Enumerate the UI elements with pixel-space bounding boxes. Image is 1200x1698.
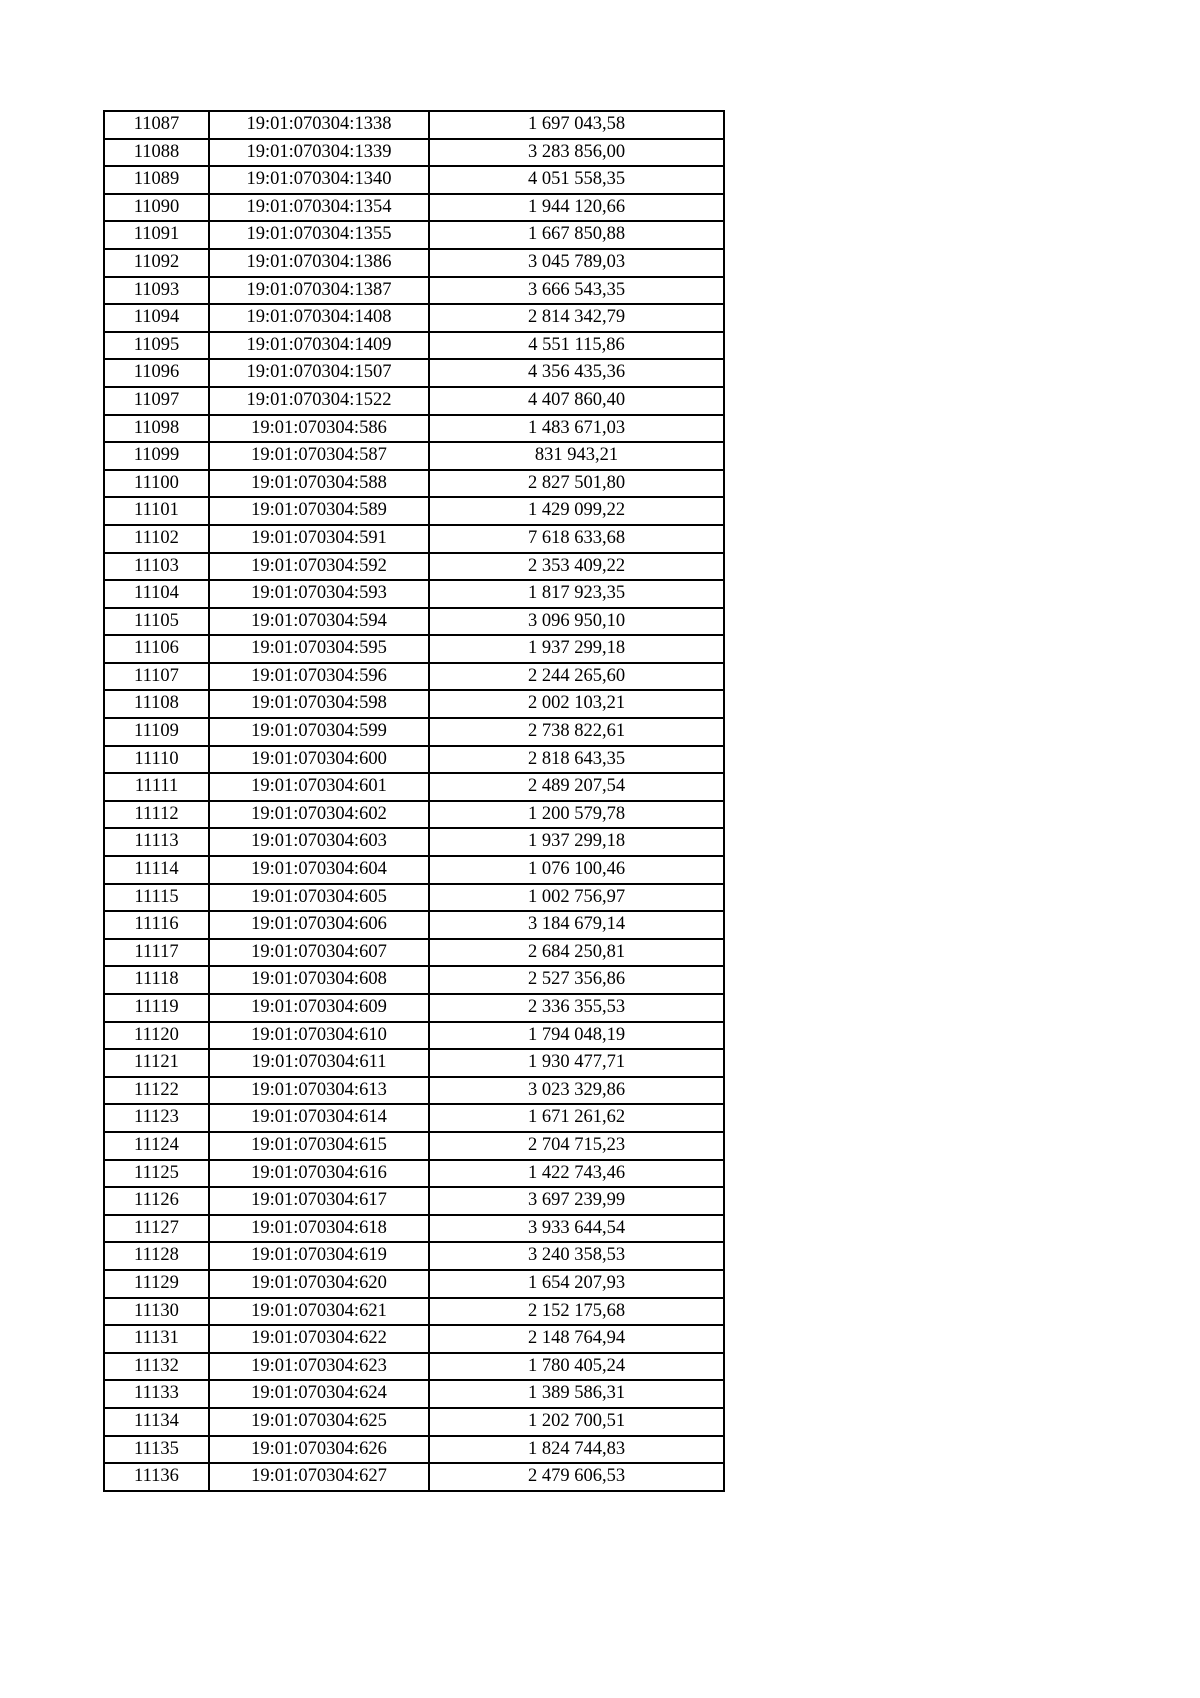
row-number-cell: 11094 — [104, 304, 209, 332]
cadastral-number-cell: 19:01:070304:596 — [209, 663, 429, 691]
table-row — [104, 828, 724, 856]
row-number-cell: 11115 — [104, 884, 209, 912]
row-number-cell: 11119 — [104, 994, 209, 1022]
table-row — [104, 194, 724, 222]
table-row — [104, 1408, 724, 1436]
cadastral-value-cell: 1 937 299,18 — [429, 635, 724, 663]
row-number-cell: 11114 — [104, 856, 209, 884]
table-row — [104, 1187, 724, 1215]
table-row — [104, 166, 724, 194]
cadastral-number-cell: 19:01:070304:1409 — [209, 332, 429, 360]
cadastral-number-cell: 19:01:070304:1338 — [209, 111, 429, 139]
cadastral-value-cell: 3 023 329,86 — [429, 1077, 724, 1105]
cadastral-value-cell: 1 422 743,46 — [429, 1160, 724, 1188]
row-number-cell: 11110 — [104, 746, 209, 774]
table-row — [104, 1270, 724, 1298]
cadastral-number-cell: 19:01:070304:593 — [209, 580, 429, 608]
cadastral-number-cell: 19:01:070304:624 — [209, 1380, 429, 1408]
cadastral-value-cell: 2 152 175,68 — [429, 1298, 724, 1326]
table-row — [104, 442, 724, 470]
table-row — [104, 1104, 724, 1132]
cadastral-value-cell: 3 045 789,03 — [429, 249, 724, 277]
table-row — [104, 470, 724, 498]
cadastral-value-table — [103, 110, 725, 1492]
cadastral-value-cell: 2 353 409,22 — [429, 553, 724, 581]
row-number-cell: 11113 — [104, 828, 209, 856]
row-number-cell: 11136 — [104, 1463, 209, 1491]
row-number-cell: 11128 — [104, 1242, 209, 1270]
table-body — [104, 111, 724, 1491]
table-row — [104, 608, 724, 636]
table-row — [104, 525, 724, 553]
cadastral-number-cell: 19:01:070304:588 — [209, 470, 429, 498]
cadastral-value-cell: 1 002 756,97 — [429, 884, 724, 912]
row-number-cell: 11098 — [104, 415, 209, 443]
row-number-cell: 11126 — [104, 1187, 209, 1215]
cadastral-value-cell: 2 244 265,60 — [429, 663, 724, 691]
table-row — [104, 690, 724, 718]
table-row — [104, 1132, 724, 1160]
row-number-cell: 11118 — [104, 966, 209, 994]
cadastral-number-cell: 19:01:070304:620 — [209, 1270, 429, 1298]
cadastral-value-cell: 3 096 950,10 — [429, 608, 724, 636]
row-number-cell: 11100 — [104, 470, 209, 498]
row-number-cell: 11135 — [104, 1436, 209, 1464]
row-number-cell: 11129 — [104, 1270, 209, 1298]
cadastral-number-cell: 19:01:070304:623 — [209, 1353, 429, 1381]
cadastral-number-cell: 19:01:070304:622 — [209, 1325, 429, 1353]
row-number-cell: 11127 — [104, 1215, 209, 1243]
row-number-cell: 11089 — [104, 166, 209, 194]
table-row — [104, 663, 724, 691]
cadastral-value-cell: 3 240 358,53 — [429, 1242, 724, 1270]
cadastral-value-cell: 2 527 356,86 — [429, 966, 724, 994]
table-row — [104, 332, 724, 360]
row-number-cell: 11134 — [104, 1408, 209, 1436]
row-number-cell: 11112 — [104, 801, 209, 829]
cadastral-number-cell: 19:01:070304:1387 — [209, 277, 429, 305]
row-number-cell: 11117 — [104, 939, 209, 967]
table-row — [104, 139, 724, 167]
row-number-cell: 11120 — [104, 1022, 209, 1050]
row-number-cell: 11121 — [104, 1049, 209, 1077]
table-row — [104, 221, 724, 249]
table-row — [104, 111, 724, 139]
cadastral-number-cell: 19:01:070304:608 — [209, 966, 429, 994]
cadastral-value-cell: 2 818 643,35 — [429, 746, 724, 774]
row-number-cell: 11105 — [104, 608, 209, 636]
cadastral-value-cell: 2 738 822,61 — [429, 718, 724, 746]
table-row — [104, 911, 724, 939]
cadastral-value-cell: 3 697 239,99 — [429, 1187, 724, 1215]
cadastral-value-cell: 1 824 744,83 — [429, 1436, 724, 1464]
table-row — [104, 1353, 724, 1381]
cadastral-value-cell: 2 704 715,23 — [429, 1132, 724, 1160]
cadastral-value-cell: 4 551 115,86 — [429, 332, 724, 360]
cadastral-number-cell: 19:01:070304:621 — [209, 1298, 429, 1326]
row-number-cell: 11124 — [104, 1132, 209, 1160]
cadastral-value-cell: 1 930 477,71 — [429, 1049, 724, 1077]
cadastral-value-cell: 1 654 207,93 — [429, 1270, 724, 1298]
table-row — [104, 994, 724, 1022]
row-number-cell: 11111 — [104, 773, 209, 801]
cadastral-value-cell: 3 666 543,35 — [429, 277, 724, 305]
cadastral-number-cell: 19:01:070304:595 — [209, 635, 429, 663]
table-row — [104, 1242, 724, 1270]
row-number-cell: 11088 — [104, 139, 209, 167]
row-number-cell: 11123 — [104, 1104, 209, 1132]
cadastral-value-cell: 2 479 606,53 — [429, 1463, 724, 1491]
table-row — [104, 773, 724, 801]
cadastral-value-cell: 1 817 923,35 — [429, 580, 724, 608]
row-number-cell: 11101 — [104, 497, 209, 525]
table-row — [104, 1325, 724, 1353]
cadastral-value-cell: 4 407 860,40 — [429, 387, 724, 415]
cadastral-number-cell: 19:01:070304:613 — [209, 1077, 429, 1105]
cadastral-number-cell: 19:01:070304:1386 — [209, 249, 429, 277]
cadastral-number-cell: 19:01:070304:1340 — [209, 166, 429, 194]
cadastral-number-cell: 19:01:070304:627 — [209, 1463, 429, 1491]
cadastral-value-cell: 1 667 850,88 — [429, 221, 724, 249]
cadastral-number-cell: 19:01:070304:589 — [209, 497, 429, 525]
table-row — [104, 1463, 724, 1491]
cadastral-number-cell: 19:01:070304:616 — [209, 1160, 429, 1188]
cadastral-number-cell: 19:01:070304:611 — [209, 1049, 429, 1077]
cadastral-number-cell: 19:01:070304:626 — [209, 1436, 429, 1464]
row-number-cell: 11091 — [104, 221, 209, 249]
row-number-cell: 11095 — [104, 332, 209, 360]
row-number-cell: 11103 — [104, 553, 209, 581]
cadastral-value-cell: 1 937 299,18 — [429, 828, 724, 856]
cadastral-value-cell: 3 933 644,54 — [429, 1215, 724, 1243]
table-row — [104, 939, 724, 967]
row-number-cell: 11133 — [104, 1380, 209, 1408]
cadastral-value-cell: 4 356 435,36 — [429, 359, 724, 387]
table-row — [104, 718, 724, 746]
table-row — [104, 580, 724, 608]
table-row — [104, 249, 724, 277]
table-row — [104, 387, 724, 415]
row-number-cell: 11107 — [104, 663, 209, 691]
cadastral-value-cell: 1 202 700,51 — [429, 1408, 724, 1436]
cadastral-number-cell: 19:01:070304:599 — [209, 718, 429, 746]
cadastral-value-cell: 1 671 261,62 — [429, 1104, 724, 1132]
table-row — [104, 635, 724, 663]
cadastral-value-cell: 2 684 250,81 — [429, 939, 724, 967]
cadastral-number-cell: 19:01:070304:592 — [209, 553, 429, 581]
table-row — [104, 277, 724, 305]
cadastral-number-cell: 19:01:070304:1522 — [209, 387, 429, 415]
row-number-cell: 11097 — [104, 387, 209, 415]
cadastral-number-cell: 19:01:070304:1354 — [209, 194, 429, 222]
cadastral-number-cell: 19:01:070304:1355 — [209, 221, 429, 249]
cadastral-value-cell: 831 943,21 — [429, 442, 724, 470]
table-row — [104, 1215, 724, 1243]
table-row — [104, 1160, 724, 1188]
cadastral-value-cell: 1 200 579,78 — [429, 801, 724, 829]
cadastral-value-cell: 7 618 633,68 — [429, 525, 724, 553]
cadastral-number-cell: 19:01:070304:1339 — [209, 139, 429, 167]
cadastral-value-cell: 2 336 355,53 — [429, 994, 724, 1022]
cadastral-value-cell: 2 489 207,54 — [429, 773, 724, 801]
cadastral-number-cell: 19:01:070304:604 — [209, 856, 429, 884]
cadastral-value-cell: 1 794 048,19 — [429, 1022, 724, 1050]
table-row — [104, 1022, 724, 1050]
cadastral-number-cell: 19:01:070304:605 — [209, 884, 429, 912]
table-row — [104, 1298, 724, 1326]
cadastral-number-cell: 19:01:070304:594 — [209, 608, 429, 636]
table-row — [104, 1049, 724, 1077]
row-number-cell: 11092 — [104, 249, 209, 277]
cadastral-value-cell: 3 283 856,00 — [429, 139, 724, 167]
cadastral-value-cell: 1 944 120,66 — [429, 194, 724, 222]
row-number-cell: 11132 — [104, 1353, 209, 1381]
cadastral-number-cell: 19:01:070304:619 — [209, 1242, 429, 1270]
cadastral-number-cell: 19:01:070304:600 — [209, 746, 429, 774]
row-number-cell: 11130 — [104, 1298, 209, 1326]
cadastral-value-cell: 2 814 342,79 — [429, 304, 724, 332]
table-row — [104, 415, 724, 443]
cadastral-number-cell: 19:01:070304:606 — [209, 911, 429, 939]
row-number-cell: 11090 — [104, 194, 209, 222]
row-number-cell: 11125 — [104, 1160, 209, 1188]
row-number-cell: 11099 — [104, 442, 209, 470]
cadastral-number-cell: 19:01:070304:1408 — [209, 304, 429, 332]
cadastral-number-cell: 19:01:070304:602 — [209, 801, 429, 829]
row-number-cell: 11108 — [104, 690, 209, 718]
row-number-cell: 11131 — [104, 1325, 209, 1353]
cadastral-number-cell: 19:01:070304:617 — [209, 1187, 429, 1215]
row-number-cell: 11122 — [104, 1077, 209, 1105]
cadastral-value-cell: 1 780 405,24 — [429, 1353, 724, 1381]
table-row — [104, 801, 724, 829]
table-row — [104, 553, 724, 581]
cadastral-number-cell: 19:01:070304:609 — [209, 994, 429, 1022]
row-number-cell: 11116 — [104, 911, 209, 939]
row-number-cell: 11102 — [104, 525, 209, 553]
cadastral-value-cell: 1 429 099,22 — [429, 497, 724, 525]
table-row — [104, 497, 724, 525]
cadastral-number-cell: 19:01:070304:614 — [209, 1104, 429, 1132]
cadastral-value-cell: 2 827 501,80 — [429, 470, 724, 498]
table-row — [104, 1436, 724, 1464]
cadastral-number-cell: 19:01:070304:607 — [209, 939, 429, 967]
cadastral-number-cell: 19:01:070304:1507 — [209, 359, 429, 387]
cadastral-value-cell: 4 051 558,35 — [429, 166, 724, 194]
cadastral-number-cell: 19:01:070304:615 — [209, 1132, 429, 1160]
cadastral-number-cell: 19:01:070304:625 — [209, 1408, 429, 1436]
table-row — [104, 1077, 724, 1105]
cadastral-value-cell: 1 483 671,03 — [429, 415, 724, 443]
cadastral-value-cell: 1 389 586,31 — [429, 1380, 724, 1408]
cadastral-number-cell: 19:01:070304:587 — [209, 442, 429, 470]
cadastral-number-cell: 19:01:070304:591 — [209, 525, 429, 553]
table-row — [104, 1380, 724, 1408]
cadastral-number-cell: 19:01:070304:601 — [209, 773, 429, 801]
cadastral-value-cell: 1 076 100,46 — [429, 856, 724, 884]
row-number-cell: 11104 — [104, 580, 209, 608]
row-number-cell: 11093 — [104, 277, 209, 305]
row-number-cell: 11087 — [104, 111, 209, 139]
cadastral-value-cell: 3 184 679,14 — [429, 911, 724, 939]
row-number-cell: 11109 — [104, 718, 209, 746]
table-row — [104, 304, 724, 332]
table-row — [104, 856, 724, 884]
cadastral-number-cell: 19:01:070304:610 — [209, 1022, 429, 1050]
table-row — [104, 884, 724, 912]
cadastral-value-cell: 2 002 103,21 — [429, 690, 724, 718]
table-row — [104, 746, 724, 774]
cadastral-number-cell: 19:01:070304:618 — [209, 1215, 429, 1243]
cadastral-value-cell: 1 697 043,58 — [429, 111, 724, 139]
table-row — [104, 359, 724, 387]
row-number-cell: 11106 — [104, 635, 209, 663]
row-number-cell: 11096 — [104, 359, 209, 387]
cadastral-value-cell: 2 148 764,94 — [429, 1325, 724, 1353]
table-row — [104, 966, 724, 994]
cadastral-number-cell: 19:01:070304:598 — [209, 690, 429, 718]
cadastral-number-cell: 19:01:070304:603 — [209, 828, 429, 856]
cadastral-number-cell: 19:01:070304:586 — [209, 415, 429, 443]
